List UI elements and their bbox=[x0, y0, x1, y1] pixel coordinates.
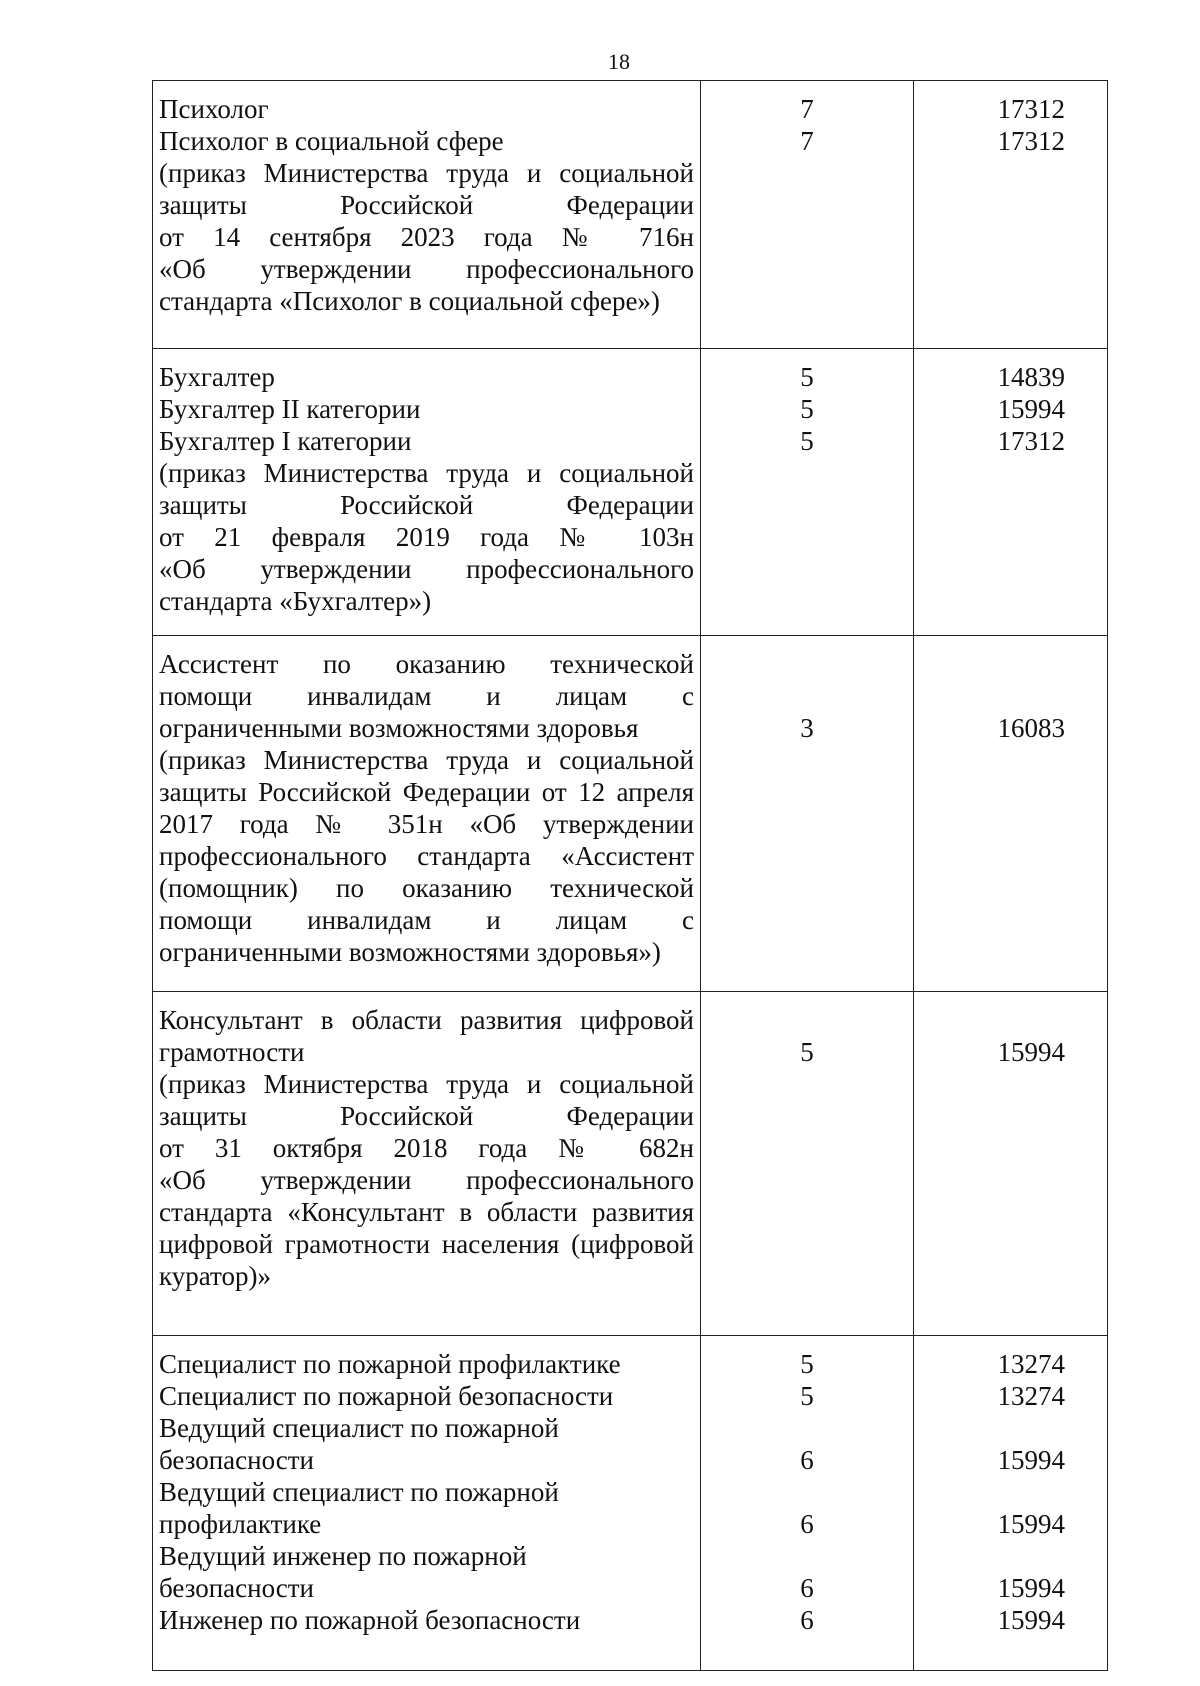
position-line: грамотности bbox=[159, 1037, 305, 1067]
position-line: куратор)» bbox=[159, 1261, 271, 1291]
position-line: (приказ Министерства труда и социальной bbox=[159, 458, 694, 488]
salary-cell bbox=[914, 636, 1108, 992]
salary-cell bbox=[914, 992, 1108, 1336]
salary-cell bbox=[914, 1336, 1108, 1671]
position-cell bbox=[153, 81, 701, 349]
qualification-level: 6 bbox=[800, 1605, 814, 1635]
qualification-level: 5 bbox=[800, 362, 814, 392]
salary-cell bbox=[914, 81, 1108, 349]
qualification-level: 6 bbox=[800, 1573, 814, 1603]
qualification-level: 7 bbox=[800, 94, 814, 124]
position-line: от 14 сентября 2023 года № 716н bbox=[159, 222, 694, 252]
position-line: защиты Российской Федерации от 12 апреля bbox=[159, 777, 694, 807]
position-line: помощи инвалидам и лицам с bbox=[159, 681, 694, 711]
qualification-level: 6 bbox=[800, 1509, 814, 1539]
position-line: Ведущий специалист по пожарной bbox=[159, 1413, 559, 1443]
qualification-level: 7 bbox=[800, 126, 814, 156]
salary-value: 17312 bbox=[997, 94, 1065, 124]
position-line: защиты Российской Федерации bbox=[159, 190, 694, 220]
position-line: Специалист по пожарной безопасности bbox=[159, 1381, 614, 1411]
position-line: (приказ Министерства труда и социальной bbox=[159, 158, 694, 188]
salary-cell bbox=[914, 349, 1108, 636]
position-line: Психолог в социальной сфере bbox=[159, 126, 504, 156]
salary-value: 17312 bbox=[997, 126, 1065, 156]
position-line: Инженер по пожарной безопасности bbox=[159, 1605, 581, 1635]
position-line: 2017 года № 351н «Об утверждении bbox=[159, 809, 694, 839]
position-line: стандарта «Бухгалтер») bbox=[159, 586, 432, 616]
qualification-level: 5 bbox=[800, 1037, 814, 1067]
position-line: безопасности bbox=[159, 1445, 314, 1475]
position-line: от 31 октября 2018 года № 682н bbox=[159, 1133, 694, 1163]
position-line: ограниченными возможностями здоровья bbox=[159, 713, 639, 743]
position-line: Психолог bbox=[159, 94, 269, 124]
position-line: цифровой грамотности населения (цифровой bbox=[159, 1229, 694, 1259]
position-line: Ассистент по оказанию технической bbox=[159, 649, 694, 679]
position-line: стандарта «Консультант в области развития bbox=[159, 1197, 694, 1227]
position-line: Ведущий инженер по пожарной bbox=[159, 1541, 527, 1571]
salary-value: 17312 bbox=[997, 426, 1065, 456]
position-line: Специалист по пожарной профилактике bbox=[159, 1349, 621, 1379]
qualification-level: 5 bbox=[800, 394, 814, 424]
position-line: (приказ Министерства труда и социальной bbox=[159, 745, 694, 775]
position-line: профилактике bbox=[159, 1509, 322, 1539]
position-line: ограниченными возможностями здоровья») bbox=[159, 937, 661, 967]
table-row bbox=[153, 636, 1108, 992]
position-line: защиты Российской Федерации bbox=[159, 1101, 694, 1131]
salary-value: 15994 bbox=[997, 1605, 1065, 1635]
position-line: Консультант в области развития цифровой bbox=[159, 1005, 694, 1035]
table-row bbox=[153, 81, 1108, 349]
level-cell bbox=[701, 349, 914, 636]
position-line: Бухгалтер II категории bbox=[159, 394, 421, 424]
salary-table bbox=[152, 80, 1108, 1671]
position-line: (приказ Министерства труда и социальной bbox=[159, 1069, 694, 1099]
position-line: «Об утверждении профессионального bbox=[159, 1165, 694, 1195]
salary-value: 14839 bbox=[997, 362, 1065, 392]
position-line: (помощник) по оказанию технической bbox=[159, 873, 694, 903]
salary-value: 15994 bbox=[997, 394, 1065, 424]
position-line: Ведущий специалист по пожарной bbox=[159, 1477, 559, 1507]
position-line: защиты Российской Федерации bbox=[159, 490, 694, 520]
salary-value: 15994 bbox=[997, 1509, 1065, 1539]
salary-value: 15994 bbox=[997, 1037, 1065, 1067]
qualification-level: 5 bbox=[800, 426, 814, 456]
position-cell bbox=[153, 992, 701, 1336]
salary-value: 15994 bbox=[997, 1573, 1065, 1603]
position-cell bbox=[153, 349, 701, 636]
qualification-level: 5 bbox=[800, 1349, 814, 1379]
position-line: от 21 февраля 2019 года № 103н bbox=[159, 522, 694, 552]
salary-value: 15994 bbox=[997, 1445, 1065, 1475]
level-cell bbox=[701, 636, 914, 992]
level-cell bbox=[701, 81, 914, 349]
position-line: Бухгалтер I категории bbox=[159, 426, 412, 456]
qualification-level: 5 bbox=[800, 1381, 814, 1411]
position-line: «Об утверждении профессионального bbox=[159, 554, 694, 584]
level-cell bbox=[701, 1336, 914, 1671]
position-line: Бухгалтер bbox=[159, 362, 275, 392]
table-row bbox=[153, 349, 1108, 636]
salary-value: 16083 bbox=[997, 713, 1065, 743]
position-line: безопасности bbox=[159, 1573, 314, 1603]
qualification-level: 6 bbox=[800, 1445, 814, 1475]
position-line: помощи инвалидам и лицам с bbox=[159, 905, 694, 935]
position-cell bbox=[153, 1336, 701, 1671]
position-line: стандарта «Психолог в социальной сфере») bbox=[159, 286, 660, 316]
table-row bbox=[153, 1336, 1108, 1671]
position-cell bbox=[153, 636, 701, 992]
salary-value: 13274 bbox=[997, 1381, 1065, 1411]
table-row bbox=[153, 992, 1108, 1336]
level-cell bbox=[701, 992, 914, 1336]
qualification-level: 3 bbox=[800, 713, 814, 743]
page-number: 18 bbox=[608, 49, 630, 74]
salary-value: 13274 bbox=[997, 1349, 1065, 1379]
position-line: профессионального стандарта «Ассистент bbox=[159, 841, 694, 871]
position-line: «Об утверждении профессионального bbox=[159, 254, 694, 284]
